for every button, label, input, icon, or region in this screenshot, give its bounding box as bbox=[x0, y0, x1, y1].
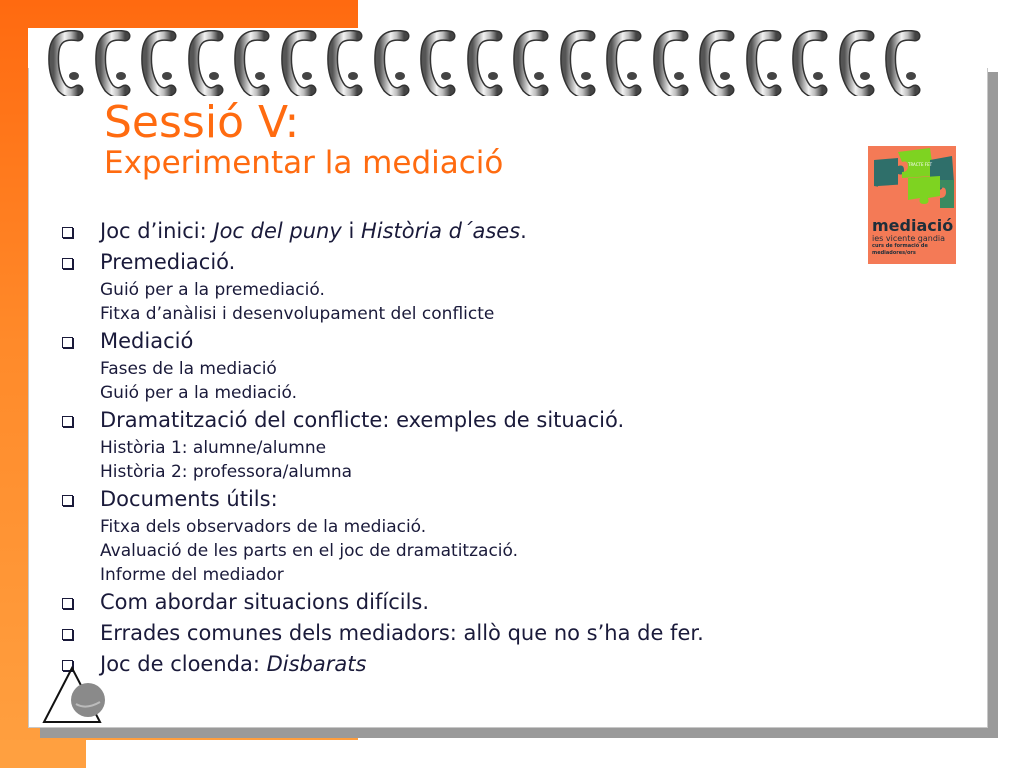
square-bullet-icon bbox=[62, 258, 73, 269]
spiral-ring-icon bbox=[699, 30, 737, 96]
list-item-joc-inici: Joc d’inici: Joc del puny i Història d´ases. bbox=[62, 216, 942, 247]
square-bullet-icon bbox=[62, 598, 73, 609]
spiral-ring-icon bbox=[653, 30, 691, 96]
square-bullet-icon bbox=[62, 495, 73, 506]
spiral-ring-icon bbox=[48, 30, 86, 96]
spiral-ring-icon bbox=[839, 30, 877, 96]
book-course: curs de formació de mediadores/ors bbox=[872, 243, 928, 256]
book-title: mediació bbox=[872, 216, 954, 235]
square-bullet-icon bbox=[62, 416, 73, 427]
list-item-joc-cloenda: Joc de cloenda: Disbarats bbox=[62, 649, 942, 680]
spiral-ring-icon bbox=[885, 30, 923, 96]
orange-bottom-strip bbox=[0, 740, 86, 768]
spiral-ring-icon bbox=[234, 30, 272, 96]
spiral-ring-icon bbox=[281, 30, 319, 96]
spiral-ring-icon bbox=[746, 30, 784, 96]
spiral-ring-icon bbox=[374, 30, 412, 96]
spiral-ring-icon bbox=[467, 30, 505, 96]
spiral-ring-icon bbox=[141, 30, 179, 96]
list-item-premediacio: Premediació. Guió per a la premediació. Fitxa d’anàlisi i desenvolupament del conflicte bbox=[62, 247, 942, 326]
list-item-dramatitzacio: Dramatització del conflicte: exemples de situació. Història 1: alumne/alumne Història 2: professora/alumna bbox=[62, 405, 942, 484]
list-item-mediacio: Mediació Fases de la mediació Guió per a la mediació. bbox=[62, 326, 942, 405]
spiral-ring-icon bbox=[792, 30, 830, 96]
session-content-list bbox=[62, 216, 942, 680]
list-item-errades: Errades comunes dels mediadors: allò que no s’ha de fer. bbox=[62, 618, 942, 649]
spiral-ring-icon bbox=[560, 30, 598, 96]
square-bullet-icon bbox=[62, 629, 73, 640]
spiral-binding bbox=[48, 30, 978, 100]
spiral-ring-icon bbox=[188, 30, 226, 96]
book-school: ies vicente gandia bbox=[872, 234, 946, 243]
square-bullet-icon bbox=[62, 337, 73, 348]
puzzle-pieces-icon bbox=[868, 146, 956, 222]
square-bullet-icon bbox=[62, 227, 73, 238]
spiral-ring-icon bbox=[420, 30, 458, 96]
spiral-ring-icon bbox=[606, 30, 644, 96]
slide-subtitle: Experimentar la mediació bbox=[104, 145, 504, 181]
spiral-ring-icon bbox=[95, 30, 133, 96]
list-item-documents: Documents útils: Fitxa dels observadors de la mediació. Avaluació de les parts en el joc de dramatització. Informe del mediador bbox=[62, 484, 942, 587]
white-bottom-band bbox=[0, 740, 1024, 768]
slide-title: Sessió V: bbox=[104, 97, 300, 148]
spiral-ring-icon bbox=[327, 30, 365, 96]
svg-text:TRACTE FET: TRACTE FET bbox=[908, 162, 933, 167]
spiral-ring-icon bbox=[513, 30, 551, 96]
triangle-circle-logo-icon bbox=[40, 664, 112, 728]
list-item-situacions-dificils: Com abordar situacions difícils. bbox=[62, 587, 942, 618]
